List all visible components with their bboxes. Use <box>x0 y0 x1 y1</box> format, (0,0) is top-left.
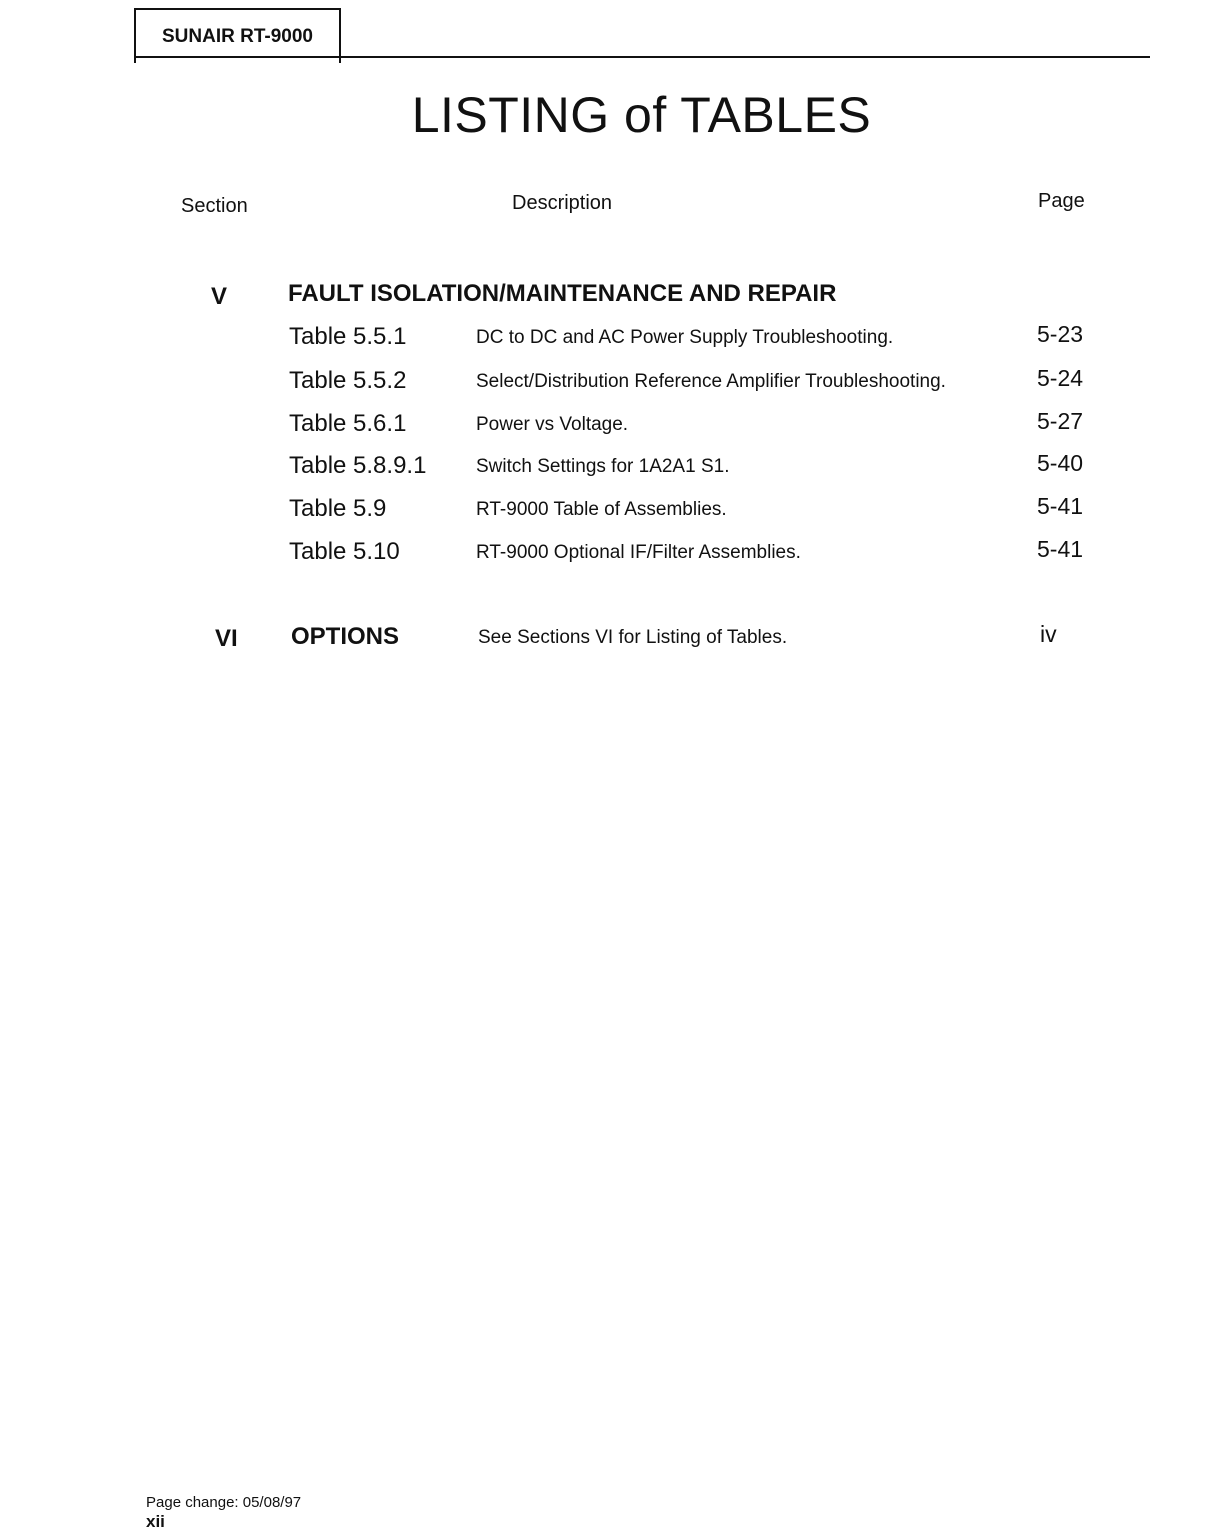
section-v-roman: V <box>211 283 228 310</box>
page-change-note: Page change: 05/08/97 <box>146 1494 302 1511</box>
document-header-label: SUNAIR RT-9000 <box>134 8 341 63</box>
page-number: xii <box>146 1512 165 1531</box>
table-page: 5-27 <box>1037 408 1084 434</box>
table-description: RT-9000 Optional IF/Filter Assemblies. <box>476 542 801 563</box>
options-page: iv <box>1040 621 1057 647</box>
table-entry <box>0 410 1217 450</box>
table-number: Table 5.5.1 <box>289 323 407 350</box>
table-description: Select/Distribution Reference Amplifier Troubleshooting. <box>476 371 946 392</box>
table-entry <box>0 495 1217 535</box>
table-page: 5-41 <box>1037 493 1084 519</box>
section-vi-roman: VI <box>215 625 238 652</box>
column-header-description: Description <box>512 192 613 214</box>
page-title: LISTING of TABLES <box>411 87 872 143</box>
section-v-title: FAULT ISOLATION/MAINTENANCE AND REPAIR <box>288 280 837 307</box>
table-page: 5-24 <box>1037 365 1084 391</box>
table-description: RT-9000 Table of Assemblies. <box>476 499 727 520</box>
table-description: Power vs Voltage. <box>476 414 629 435</box>
options-description: See Sections VI for Listing of Tables. <box>478 627 788 648</box>
table-entry <box>0 538 1217 578</box>
table-number: Table 5.6.1 <box>289 410 407 437</box>
column-header-page: Page <box>1038 190 1085 212</box>
table-number: Table 5.5.2 <box>289 367 407 394</box>
column-header-section: Section <box>181 195 248 217</box>
table-page: 5-41 <box>1037 536 1084 562</box>
table-number: Table 5.8.9.1 <box>289 452 427 479</box>
table-entry <box>0 367 1217 407</box>
table-number: Table 5.9 <box>289 495 387 522</box>
header-rule <box>134 56 1150 58</box>
options-entry <box>0 623 1217 663</box>
table-page: 5-23 <box>1037 321 1084 347</box>
section-vi-title: OPTIONS <box>291 623 400 650</box>
table-description: Switch Settings for 1A2A1 S1. <box>476 456 730 477</box>
table-entry <box>0 452 1217 492</box>
table-entry <box>0 323 1217 363</box>
table-description: DC to DC and AC Power Supply Troubleshooting. <box>476 327 894 348</box>
table-number: Table 5.10 <box>289 538 400 565</box>
table-page: 5-40 <box>1037 450 1084 476</box>
